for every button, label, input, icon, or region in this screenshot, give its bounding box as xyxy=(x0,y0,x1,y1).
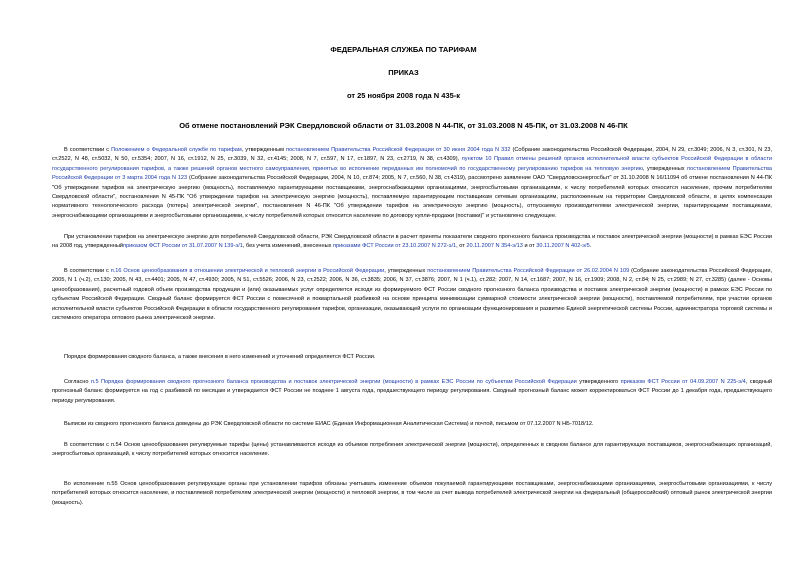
paragraph-7 xyxy=(52,441,772,460)
paragraph-text: , сводный прогнозный баланс формируется на год с разбивкой по месяцам и утверждается ФСТ России не позднее 1 августа года, предшествующего периоду регулирования. Сводный прогнозный баланс может корректироваться ФСТ России до 1 декабря года, предшествующего периоду регулирования. xyxy=(52,379,772,404)
paragraph-1 xyxy=(52,146,772,221)
agency-heading: ФЕДЕРАЛЬНАЯ СЛУЖБА ПО ТАРИФАМ xyxy=(330,45,477,54)
document-link[interactable]: п.16 Основ ценообразования в отношении электрической и тепловой энергии в Российской Федерации xyxy=(110,268,385,274)
paragraph-2 xyxy=(52,233,772,252)
document-link[interactable]: 30.11.2007 N 402-э/5 xyxy=(536,243,590,250)
paragraph-text: , утвержденных xyxy=(642,165,688,172)
paragraph-text: (Собрание законодательства Российской Федерации, 2005, N 1 (ч.2), ст.130; 2005, N 43, ст.4401; 2005, N 47, ст.4930; 2005, N 51, ст.5526; 2006, N 23, ст.2522; 2006, N 36, ст.3835; 2006, N 37, ст.3876; 2007, N 1 (ч.1), ст.282; 2007, N 14, ст.1687; 2007, N 16, ст.1909; 2008, N 2, ст.84; N 25, ст.2989; N 27, ст.3285) (далее - Основы ценообразования), расчетный годовой объем производства продукции и (или) оказываемых услуг определяется исходя из формируемого ФСТ России сводного прогнозного баланса производства и поставок электрической энергии (мощности) в рамках ЕЭС России по субъектам Российской Федерации. Сводный баланс формируется ФСТ России с помесячной и поквартальной разбивкой на основе принципа минимизации суммарной стоимости электрической энергии (мощности), поставляемой потребителям, при участии органов исполнительной власти субъектов Российской Федерации в области государственного регулирования тарифов, организации, оказывающей услуги по организации функционирования и развитию Единой энергетической системы России, администратора торговой системы и системного оператора оптового рынка электрической энергии. xyxy=(52,268,773,322)
document-link[interactable]: 20.11.2007 N 354-э/13 xyxy=(466,243,523,250)
paragraph-text: В соответствии с xyxy=(64,147,112,153)
document-link[interactable]: приказами ФСТ России от 23.10.2007 N 272-э/1 xyxy=(333,243,457,250)
paragraph-text: Во исполнение п.55 Основ ценообразования регулирующие органы при установлении тарифов обязаны учитывать изменение объемов покупаемой гарантирующими поставщиками, энергоснабжающими организациями, энергосбытовыми организациями, к числу потребителей которых относится население, и поставляемой потребителям электрической энергии (мощности) и тепловой энергии, в том числе за счет вывода потребителей электрической энергии на федеральный (общероссийский) оптовый рынок электрической энергии (мощность). xyxy=(52,481,772,506)
paragraph-3 xyxy=(52,267,772,323)
date-number-heading: от 25 ноября 2008 года N 435-к xyxy=(346,91,461,100)
paragraph-text: В соответствии с xyxy=(64,268,111,274)
doc-type-heading: ПРИКАЗ xyxy=(388,68,419,77)
paragraph-text: Выписки из сводного прогнозного баланса доведены до РЭК Свердловской области по системе ЕИАС (Единая Информационная Аналитическая Система) и почтой, письмом от 07.12.2007 N НБ-7018/12. xyxy=(64,421,594,427)
paragraph-text: , от xyxy=(456,243,467,250)
paragraph-text: и от xyxy=(522,243,537,250)
document-title: Об отмене постановлений РЭК Свердловской области от 31.03.2008 N 44-ПК, от 31.03.2008 N 45-ПК, от 31.03.2008 N 46-ПК xyxy=(179,121,628,130)
paragraph-text: утвержденного xyxy=(576,379,621,385)
document-link[interactable]: пунктом 10 Правил отмены решений органов исполнительной власти субъектов Российской Федерации в области государственного регулирования тарифов, а также решений органов местного самоуправления, принятых во исполнение переданных им полномочий по государственному регулированию тарифов на тепловую энергию xyxy=(52,156,772,172)
document-link[interactable]: приказом ФСТ России от 04.09.2007 N 225-э/4 xyxy=(620,379,746,385)
document-link[interactable]: постановлением Правительства Российской Федерации от 26.02.2004 N 109 xyxy=(427,268,630,274)
paragraph-4 xyxy=(52,353,772,362)
paragraph-text: , без учета изменений, внесенных xyxy=(242,243,333,250)
document-link[interactable]: постановлением Правительства Российской Федерации от 3 марта 2004 года N 123 xyxy=(52,165,773,182)
paragraph-text: Согласно xyxy=(64,379,91,385)
document-link[interactable]: Положением о Федеральной службе по тарифам xyxy=(111,147,242,153)
document-link[interactable]: п.5 Порядка формирования сводного прогнозного баланса производства и поставок электрической энергии (мощности) в рамках ЕЭС России по субъектам Российской Федерации xyxy=(90,379,577,385)
paragraph-text: , утвержденных xyxy=(384,268,428,274)
paragraph-text: В соответствии с п.54 Основ ценообразования регулируемые тарифы (цены) устанавливаются исходя из объемов потребления электрической энергии (мощности), определенных в сводном балансе для гарантирующих поставщиков, энергоснабжающих организаций, энергосбытовых организаций, к числу потребителей которых относится население. xyxy=(52,442,772,458)
paragraph-text: . xyxy=(589,243,592,250)
document-link[interactable]: приказом ФСТ России от 31.07.2007 N 139-э/1 xyxy=(122,243,243,250)
paragraph-text: Порядок формирования сводного баланса, а также внесения в него изменений и уточнений определяется ФСТ России. xyxy=(64,354,376,360)
paragraph-5 xyxy=(52,378,772,406)
paragraph-6 xyxy=(52,420,772,429)
paragraph-text: При установлении тарифов на электрическую энергию для потребителей Свердловской области, РЭК Свердловской области в расчет приняты показатели сводного прогнозного баланса производства и поставок электрической энергии (мощности) в рамках ЕЭС России на 2008 год, утвержденный xyxy=(52,234,772,250)
paragraph-text: , утвержденным xyxy=(241,147,286,153)
paragraph-text: (Собрание законодательства Российской Федерации, 2004, N 29, ст.3049; 2006, N 3, ст.301, N 23, ст.2522, N 48, ст.5032, N 50, ст.5354; 2007, N 16, ст.1912, N 25, ст.3039, N 32, ст.4145; 2008, N 7, ст.597, N 17, ст.1897, N 23, ст.2719, N 38, ст.4309), xyxy=(52,147,773,163)
document-link[interactable]: постановлением Правительства Российской Федерации от 30 июня 2004 года N 332 xyxy=(285,147,511,153)
paragraph-text: (Собрание законодательства Российской Федерации, 2004, N 10, ст.874; 2005, N 7, ст.560, N 38, ст.4319), рассмотрено заявление ОАО "Свердловскэнергосбыт" от 31.10.2008 N 16/11094 об отмене постановления N 44-ПК "Об утверждении тарифов на электрическую энергию (мощность), поставляемую гарантирующими поставщиками, энергоснабжающими организациями, энергосбытовыми организациями, к числу потребителей которых относится население, прочим потребителям Свердловской области", постановления N 45-ПК "Об утверждении тарифов на электрическую энергию (мощность), поставляемую гарантирующим поставщикам сетевым организациям, расположенным на территории Свердловской области, в целях компенсации нормативного технологического расхода (потерь) электрической энергии", постановления N 46-ПК "Об утверждении тарифов на электрическую энергию (мощность), отпускаемую производителями электрической энергии, гарантирующими поставщиками, энергоснабжающими организациями и энергосбытовыми организациями, к числу потребителей которых относится население по договору купли-продажи (поставки)" и установлено следующее. xyxy=(52,175,772,219)
paragraph-8 xyxy=(52,480,772,508)
